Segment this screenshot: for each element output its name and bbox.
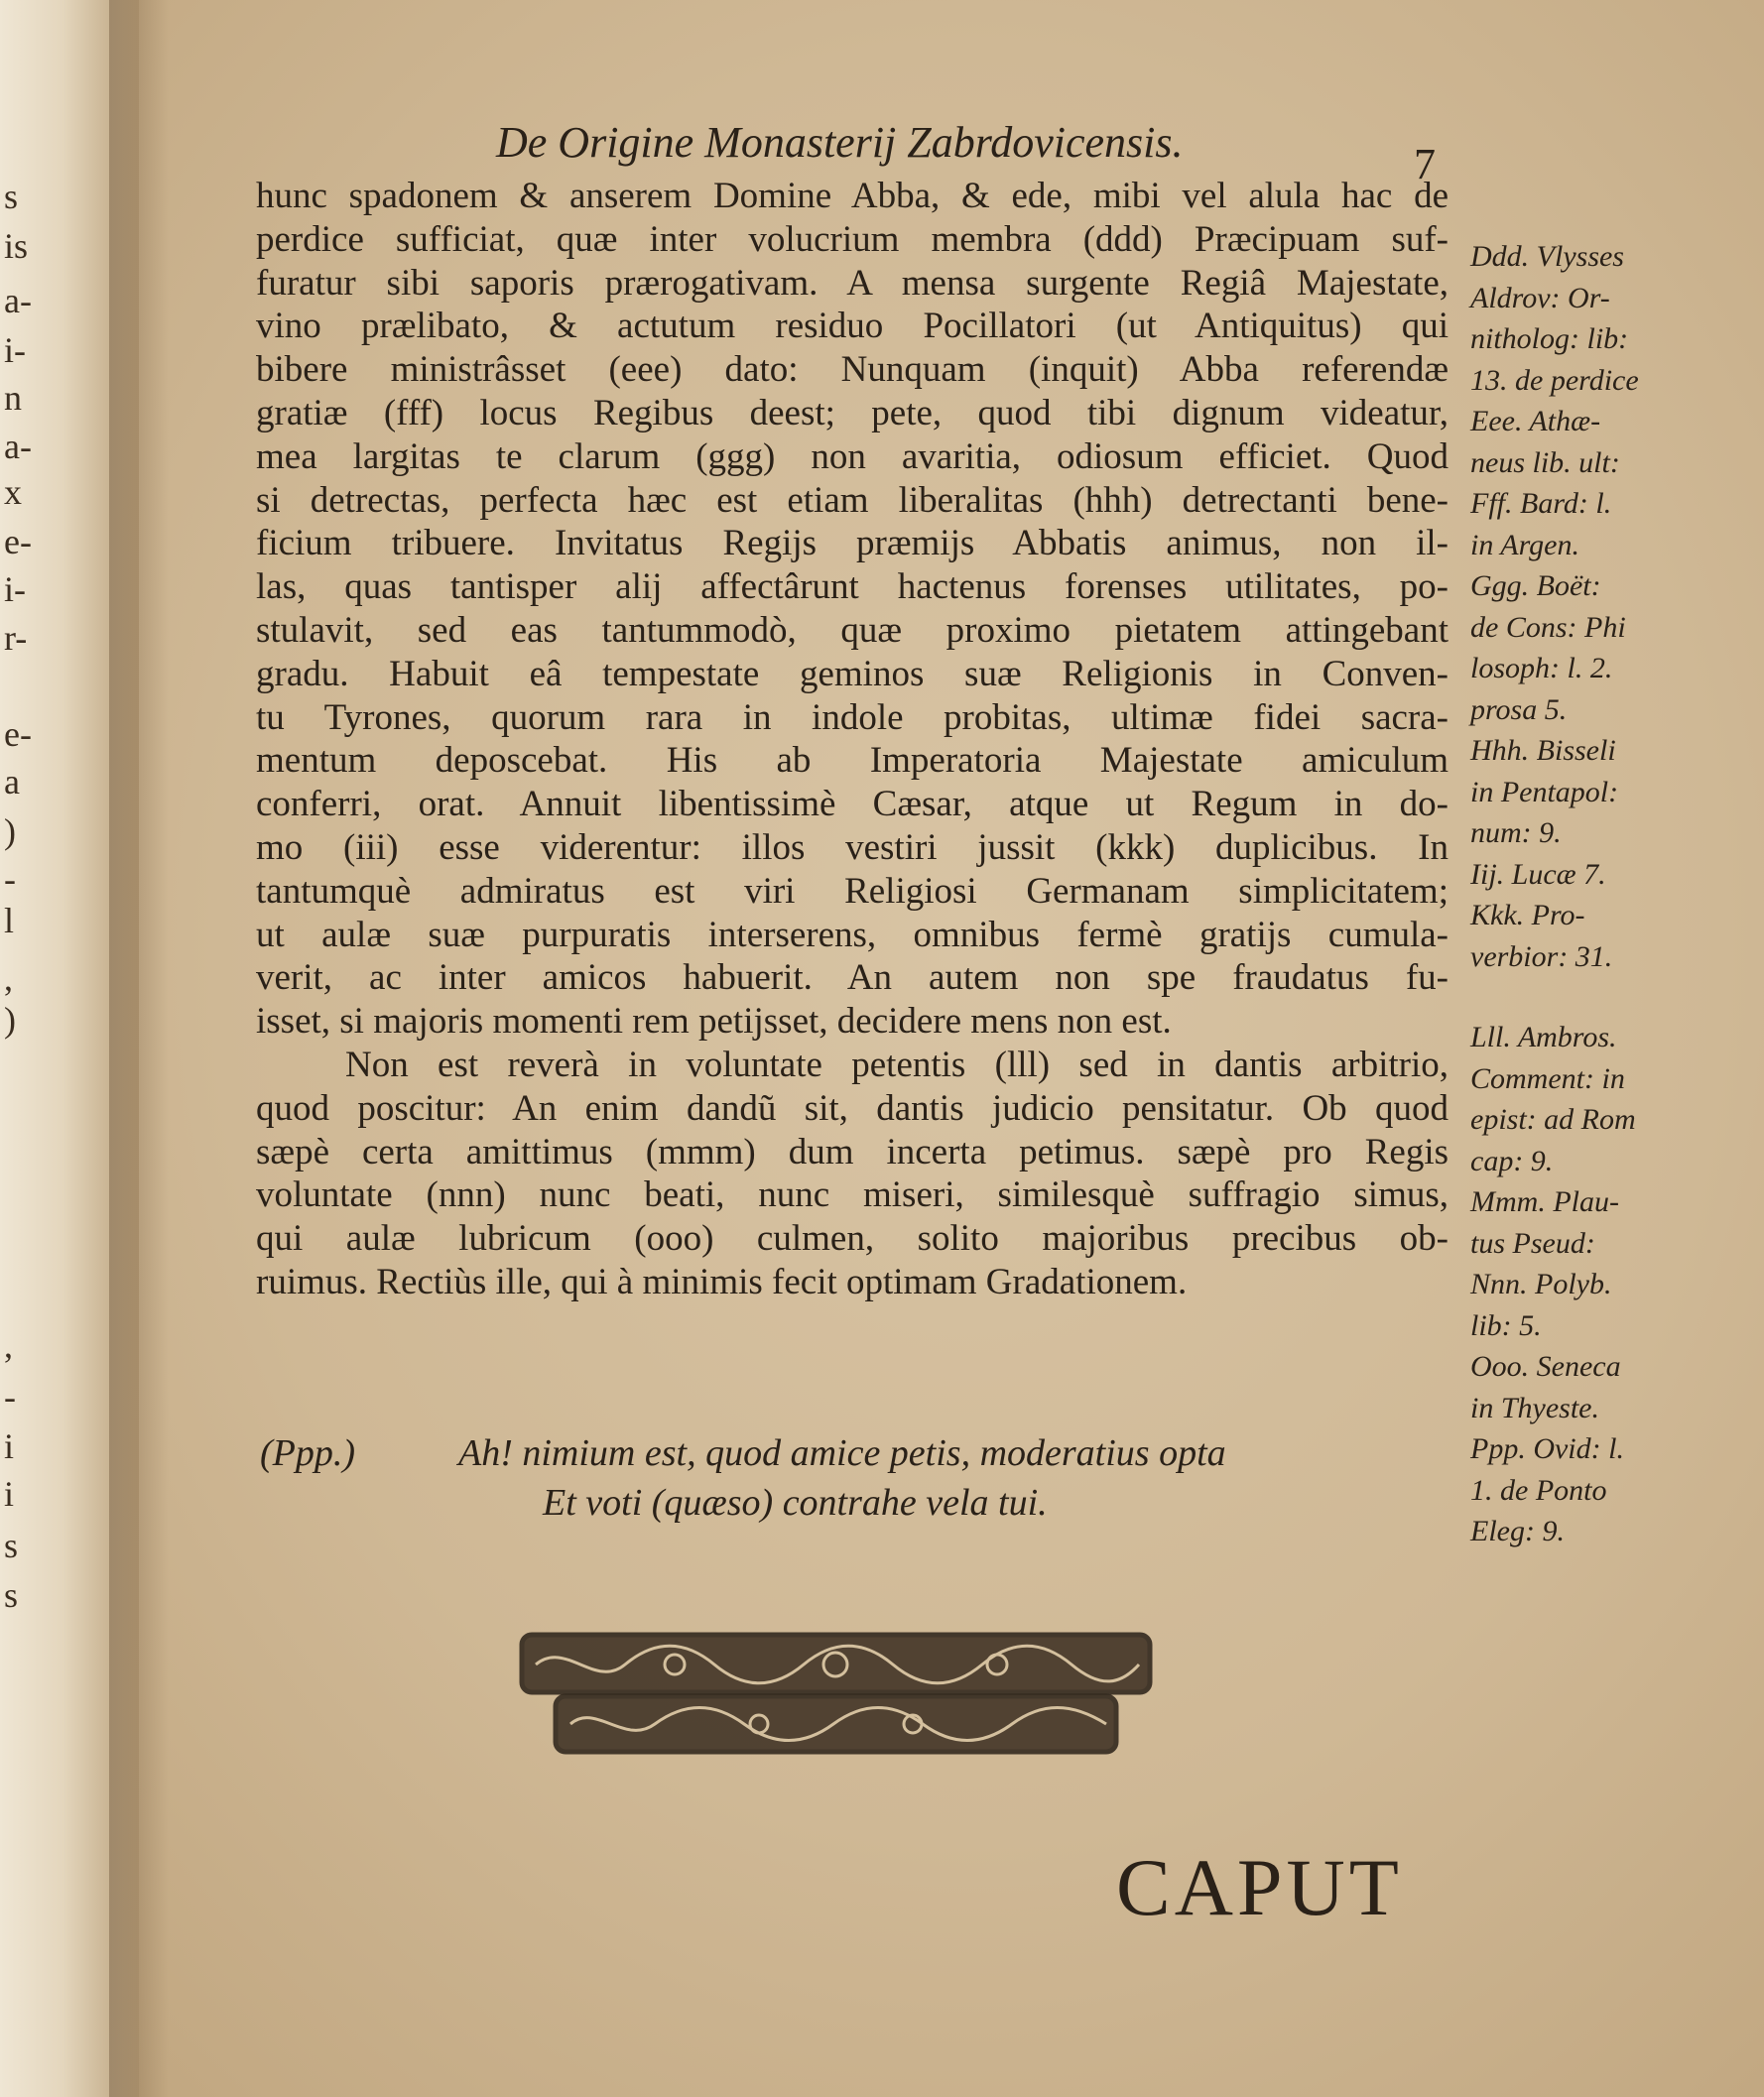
text-line: gradu. Habuit eâ tempestate geminos suæ Religionis in Conven- <box>256 653 1449 694</box>
bleed-fragment: s <box>4 1526 19 1565</box>
bleed-fragment: i <box>4 1474 15 1514</box>
margin-note-line: cap: 9. <box>1470 1144 1554 1177</box>
margin-note <box>1470 854 1669 896</box>
main-text-block <box>256 175 1449 1304</box>
margin-note-line: in Thyeste. <box>1470 1391 1599 1424</box>
margin-note <box>1470 1181 1669 1264</box>
margin-note-line: Lll. Ambros. <box>1470 1021 1617 1053</box>
bleed-fragment: n <box>4 378 22 418</box>
bleed-fragment: ) <box>4 1000 16 1040</box>
margin-note <box>1470 565 1669 730</box>
margin-note-line: tus Pseud: <box>1470 1226 1595 1260</box>
text-line: sæpè certa amittimus (mmm) dum incerta petimus. sæpè pro Regis <box>256 1131 1449 1172</box>
text-line: gratiæ (fff) locus Regibus deest; pete, quod tibi dignum videatur, <box>256 392 1449 433</box>
bleed-fragment: s <box>4 177 19 216</box>
margin-note-line: 1. de Ponto <box>1470 1473 1607 1507</box>
margin-note-line: Eee. Athæ- <box>1470 405 1601 437</box>
text-line: quod poscitur: An enim dandũ sit, dantis judicio pensitatur. Ob quod <box>256 1087 1449 1129</box>
bleed-fragment: r- <box>4 618 28 658</box>
marginal-notes <box>1470 236 1669 1552</box>
bleed-fragment: i- <box>4 569 26 609</box>
margin-note-line: in Argen. <box>1470 528 1579 561</box>
bleed-fragment: l <box>4 901 15 940</box>
bleed-fragment: , <box>4 958 13 998</box>
margin-note <box>1470 1428 1669 1552</box>
margin-note <box>1470 236 1669 401</box>
margin-note-line: Comment: in <box>1470 1061 1625 1095</box>
bleed-fragment: a- <box>4 281 32 320</box>
text-line: ut aulæ suæ purpuratis interserens, omnibus fermè gratijs cumula- <box>256 914 1449 955</box>
text-line: tantumquè admiratus est viri Religiosi Germanam simplicitatem; <box>256 870 1449 912</box>
margin-note <box>1470 895 1669 977</box>
margin-note-line: num: 9. <box>1470 816 1562 849</box>
margin-note <box>1470 483 1669 565</box>
text-line: Non est reverà in voluntate petentis (lll) sed in dantis arbitrio, <box>345 1044 1449 1085</box>
margin-note-line: Mmm. Plau- <box>1470 1185 1619 1218</box>
bleed-fragment: e- <box>4 522 32 561</box>
verse-reference: (Ppp.) <box>260 1432 356 1474</box>
gutter-shadow <box>109 0 169 2097</box>
margin-note-line: Ooo. Seneca <box>1470 1350 1621 1383</box>
text-line: mo (iii) esse viderentur: illos vestiri jussit (kkk) duplicibus. In <box>256 826 1449 868</box>
text-line: verit, ac inter amicos habuerit. An autem non spe fraudatus fu- <box>256 957 1449 999</box>
margin-note-line: Nnn. Polyb. <box>1470 1268 1612 1300</box>
bleed-fragment: e- <box>4 714 32 754</box>
margin-note <box>1470 1346 1669 1428</box>
text-line: conferri, orat. Annuit libentissimè Cæsar, atque ut Regum in do- <box>256 784 1449 825</box>
text-line: tu Tyrones, quorum rara in indole probitas, ultimæ fidei sacra- <box>256 696 1449 738</box>
margin-note-line: nitholog: lib: <box>1470 322 1629 355</box>
text-line: perdice sufficiat, quæ inter volucrium membra (ddd) Præcipuam suf- <box>256 218 1449 260</box>
margin-note-line: in Pentapol: <box>1470 775 1619 808</box>
margin-note-line: de Cons: Phi <box>1470 610 1626 644</box>
margin-note-line: 13. de perdice <box>1470 363 1639 397</box>
bleed-fragment: , <box>4 1325 13 1365</box>
decorative-ornament <box>516 1625 1156 1759</box>
verse-line-2: Et voti (quæso) contrahe vela tui. <box>543 1482 1048 1524</box>
margin-note-line: prosa 5. <box>1470 692 1568 726</box>
bleed-fragment: is <box>4 226 29 266</box>
text-line: isset, si majoris momenti rem petijsset, decidere mens non est. <box>256 1001 1172 1043</box>
margin-note-line: Ggg. Boët: <box>1470 569 1601 602</box>
page-number: 7 <box>1414 140 1436 188</box>
margin-note-spacer <box>1470 977 1669 1017</box>
verse-quotation <box>260 1428 1411 1528</box>
bleed-fragment: i- <box>4 330 26 370</box>
text-line: las, quas tantisper alij affectârunt hactenus forenses utilitates, po- <box>256 566 1449 608</box>
bleed-fragment: a- <box>4 427 32 466</box>
margin-note-line: Hhh. Bisseli <box>1470 734 1616 767</box>
text-line: hunc spadonem & anserem Domine Abba, & ede, mibi vel alula hac de <box>256 176 1449 216</box>
verse-line-1-text: Ah! nimium est, quod amice petis, moderatius opta <box>458 1432 1226 1474</box>
text-line: bibere ministrâsset (eee) dato: Nunquam (inquit) Abba referendæ <box>256 349 1449 391</box>
margin-note-line: verbior: 31. <box>1470 939 1613 973</box>
text-line: mentum deposcebat. His ab Imperatoria Majestate amiculum <box>256 740 1449 782</box>
text-line: si detrectas, perfecta hæc est etiam liberalitas (hhh) detrectanti bene- <box>256 479 1449 521</box>
margin-note <box>1470 401 1669 483</box>
margin-note-line: Kkk. Pro- <box>1470 899 1585 931</box>
text-line: ficium tribuere. Invitatus Regijs præmijs Abbatis animus, non il- <box>256 523 1449 564</box>
margin-note-line: epist: ad Rom <box>1470 1103 1636 1136</box>
bleed-fragment: - <box>4 1377 16 1417</box>
bleed-fragment: x <box>4 472 22 512</box>
running-title: De Origine Monasterij Zabrdovicensis. <box>496 118 1184 167</box>
text-line: mea largitas te clarum (ggg) non avaritia, odiosum efficiet. Quod <box>256 435 1449 477</box>
text-line: stulavit, sed eas tantummodò, quæ proximo pietatem attingebant <box>256 609 1449 651</box>
margin-note-line: Eleg: 9. <box>1470 1515 1565 1547</box>
text-line: furatur sibi saporis prærogativam. A mensa surgente Regiâ Majestate, <box>256 262 1449 304</box>
margin-note-line: Fff. Bard: l. <box>1470 487 1612 520</box>
margin-note-line: Ddd. Vlysses <box>1470 240 1624 273</box>
bleed-fragment: - <box>4 859 16 899</box>
verse-line-1 <box>260 1428 1411 1478</box>
margin-note-line: Aldrov: Or- <box>1470 281 1610 314</box>
margin-note <box>1470 730 1669 854</box>
margin-note-line: lib: 5. <box>1470 1308 1542 1342</box>
text-line: vino prælibato, & actutum residuo Pocillatori (ut Antiquitus) qui <box>256 306 1449 347</box>
text-line: ruimus. Rectiùs ille, qui à minimis fecit optimam Gradationem. <box>256 1261 1188 1302</box>
bleed-fragment: i <box>4 1426 15 1466</box>
margin-note-line: Iij. Lucæ 7. <box>1470 857 1606 891</box>
text-line: voluntate (nnn) nunc beati, nunc miseri, similesquè suffragio simus, <box>256 1174 1449 1216</box>
bleed-fragment: s <box>4 1575 19 1615</box>
margin-note-line: losoph: l. 2. <box>1470 652 1613 684</box>
margin-note-line: Ppp. Ovid: l. <box>1470 1432 1624 1465</box>
text-line: qui aulæ lubricum (ooo) culmen, solito majoribus precibus ob- <box>256 1218 1449 1260</box>
margin-note <box>1470 1264 1669 1346</box>
margin-note <box>1470 1017 1669 1181</box>
bleed-fragment: ) <box>4 811 16 851</box>
bleed-fragment: a <box>4 762 20 802</box>
catchword: CAPUT <box>1116 1842 1403 1932</box>
margin-note-line: neus lib. ult: <box>1470 445 1620 479</box>
